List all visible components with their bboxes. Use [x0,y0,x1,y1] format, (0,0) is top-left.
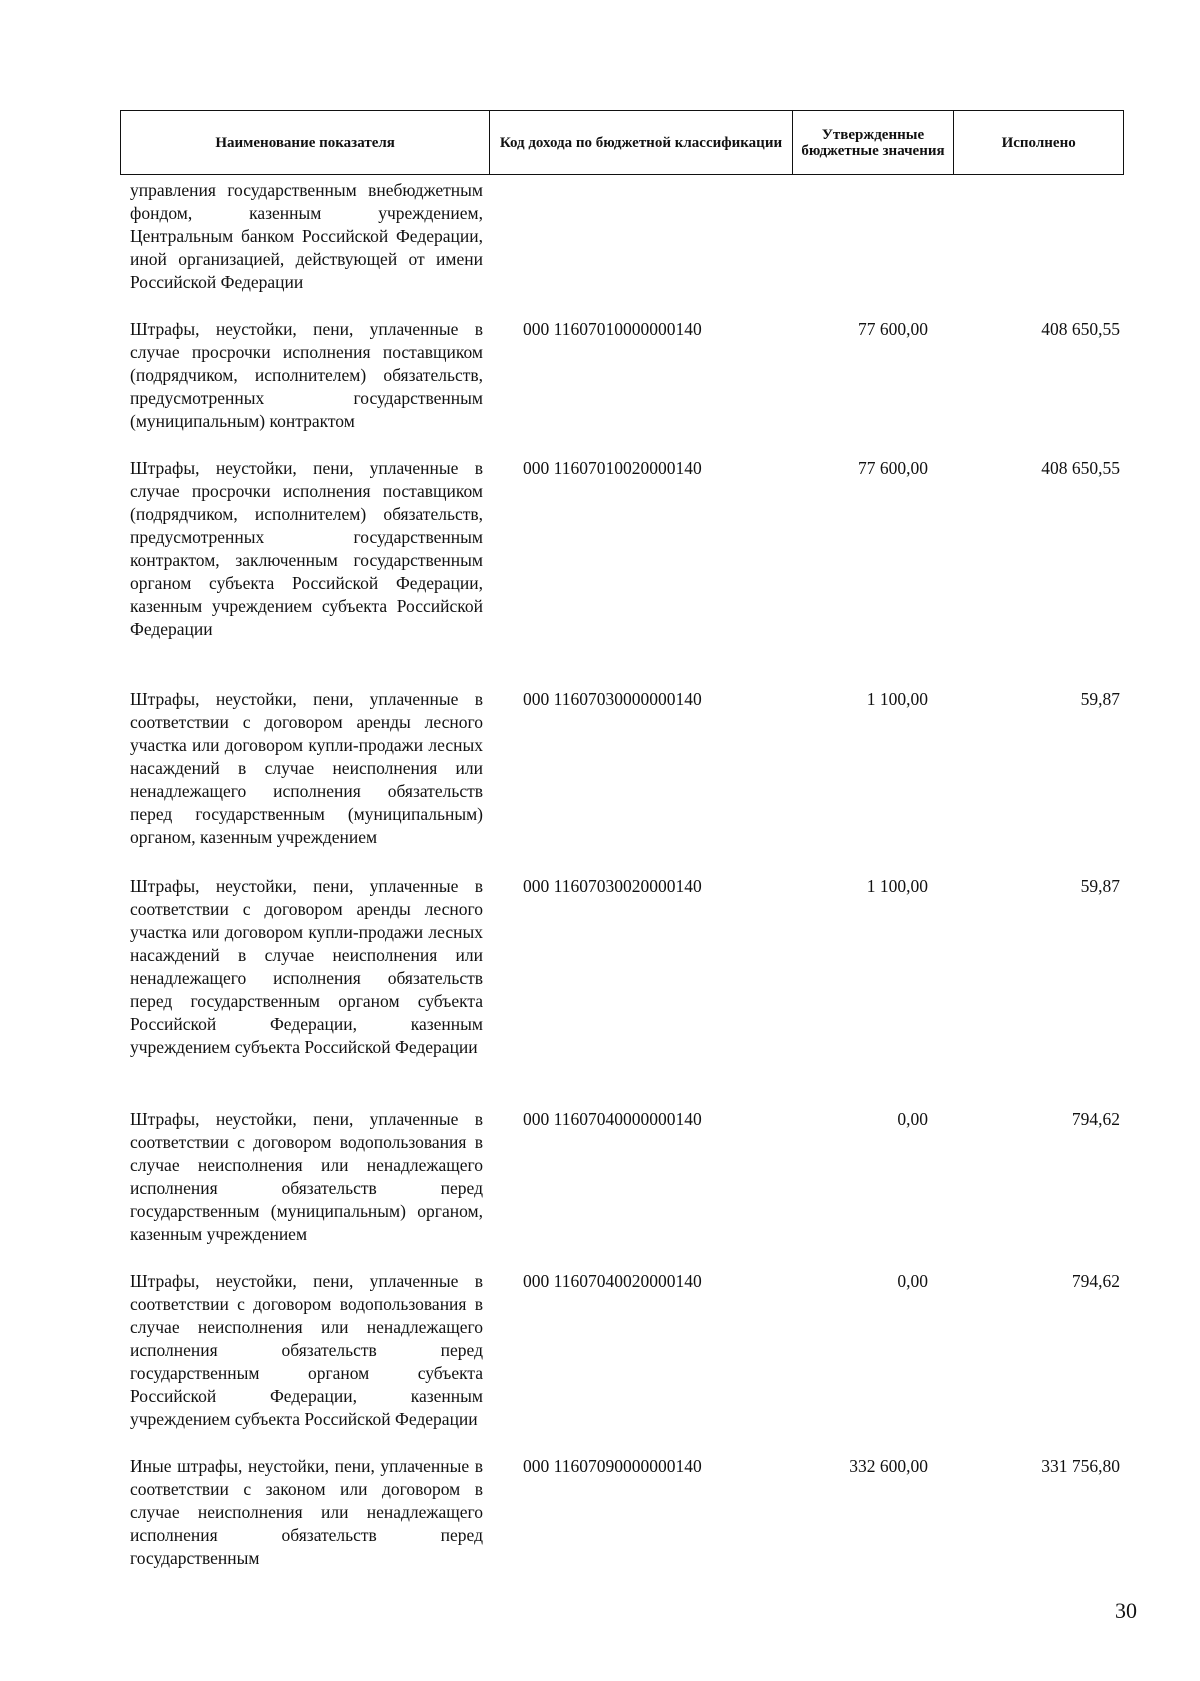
row-name: Штрафы, неустойки, пени, уплаченные в случае просрочки исполнения поставщиком (подрядчиком, исполнителем) обязательств, предусмотренных государственным контрактом, заключенным государственным органом субъекта Российской Федерации, казенным учреждением субъекта Российской Федерации [130,458,483,639]
row-code: 000 11607030020000140 [523,876,702,896]
row-approved: 1 100,00 [866,876,928,896]
header-name: Наименование показателя [215,134,395,151]
row-executed: 794,62 [1071,1109,1120,1129]
header-approved: Утвержденные бюджетные значения [792,111,954,174]
page-number: 30 [1115,1598,1137,1623]
row-name: Штрафы, неустойки, пени, уплаченные в случае просрочки исполнения поставщиком (подрядчиком, исполнителем) обязательств, предусмотренных государственным (муниципальным) контрактом [130,319,483,431]
row-name: управления государственным внебюджетным фондом, казенным учреждением, Центральным банком Российской Федерации, иной организацией, действующей от имени Российской Федерации [130,180,483,292]
row-approved: 77 600,00 [858,458,928,478]
row-code: 000 11607040000000140 [523,1109,702,1129]
row-name: Иные штрафы, неустойки, пени, уплаченные в соответствии с законом или договором в случае неисполнения или ненадлежащего исполнения обязательств перед государственным [130,1456,483,1568]
row-executed: 408 650,55 [1041,458,1120,478]
row-name: Штрафы, неустойки, пени, уплаченные в соответствии с договором водопользования в случае неисполнения или ненадлежащего исполнения обязательств перед государственным органом субъекта Российской Федерации, казенным учреждением субъекта Российской Федерации [130,1271,483,1429]
row-executed: 331 756,80 [1041,1456,1120,1476]
row-approved: 0,00 [897,1271,928,1291]
row-code: 000 11607090000000140 [523,1456,702,1476]
row-code: 000 11607010000000140 [523,319,702,339]
row-approved: 332 600,00 [849,1456,928,1476]
row-executed: 408 650,55 [1041,319,1120,339]
row-code: 000 11607010020000140 [523,458,702,478]
row-executed: 794,62 [1071,1271,1120,1291]
row-approved: 1 100,00 [866,689,928,709]
row-name: Штрафы, неустойки, пени, уплаченные в соответствии с договором аренды лесного участка или договором купли-продажи лесных насаждений в случае неисполнения или ненадлежащего исполнения обязательств перед государственным (муниципальным) органом, казенным учреждением [130,689,483,847]
row-name: Штрафы, неустойки, пени, уплаченные в соответствии с договором аренды лесного участка или договором купли-продажи лесных насаждений в случае неисполнения или ненадлежащего исполнения обязательств перед государственным органом субъекта Российской Федерации, казенным учреждением субъекта Российской Федерации [130,876,483,1057]
row-executed: 59,87 [1080,689,1120,709]
row-name: Штрафы, неустойки, пени, уплаченные в соответствии с договором водопользования в случае неисполнения или ненадлежащего исполнения обязательств перед государственным (муниципальным) органом, казенным учреждением [130,1109,483,1244]
row-code: 000 11607030000000140 [523,689,702,709]
row-approved: 77 600,00 [858,319,928,339]
header-executed: Исполнено [953,111,1123,174]
row-code: 000 11607040020000140 [523,1271,702,1291]
row-approved: 0,00 [897,1109,928,1129]
row-executed: 59,87 [1080,876,1120,896]
header-code: Код дохода по бюджетной классификации [489,111,791,174]
